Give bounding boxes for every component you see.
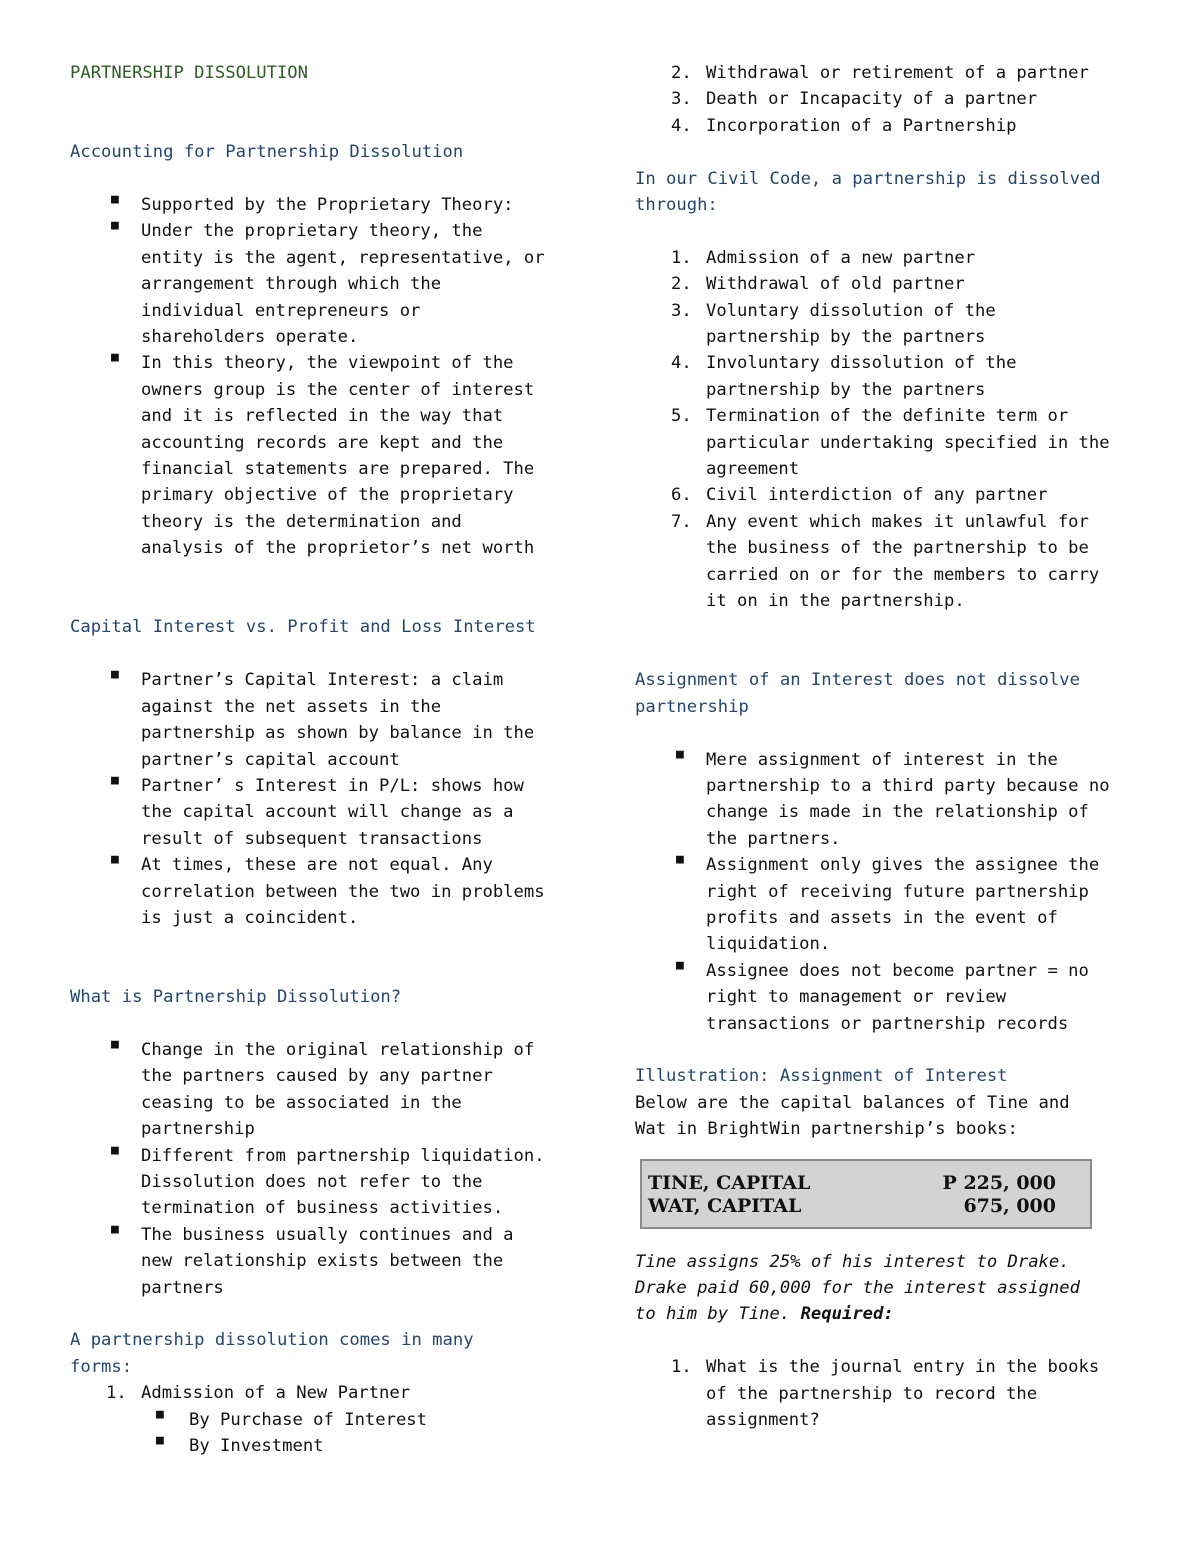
table-row (648, 1172, 1056, 1196)
list-item: ■ At times, these are not equal. Any correlation between the two in problems is just a coincident. (111, 852, 545, 928)
right-column (635, 60, 1135, 1433)
illustration-intro: Below are the capital balances of Tine and (635, 1092, 1070, 1113)
list-item: 4. Involuntary dissolution of the partnership by the partners (635, 350, 1135, 403)
list-item: ■ Supported by the Proprietary Theory: (111, 192, 514, 215)
bullet-icon: ■ (111, 667, 119, 683)
bullet-icon: ■ (156, 1406, 164, 1422)
list-item: 6. Civil interdiction of any partner (635, 482, 1135, 508)
required-label: Required: (800, 1304, 894, 1325)
list-item: ■ Mere assignment of interest in the partnership to a third party because no change is made in the relationship of the partners. (676, 746, 1110, 849)
accounting-bullets (70, 192, 565, 562)
list-number: 4. (671, 353, 692, 374)
list-number: 1. (671, 247, 692, 268)
question-item: 1. What is the journal entry in the books of the partnership to record the assignment? (635, 1354, 1135, 1433)
list-number: 5. (671, 406, 692, 427)
problem-text-cont: Drake paid 60,000 for the interest assigned (635, 1277, 1080, 1298)
section-heading-assignment-cont: partnership (635, 696, 749, 717)
list-item: 3. Death or Incapacity of a partner (635, 86, 1135, 112)
bullet-icon: ■ (111, 1142, 119, 1158)
list-item: 4. Incorporation of a Partnership (635, 113, 1135, 139)
list-number: 2. (671, 63, 692, 83)
table-cell-value: P 225, 000 (942, 1171, 1056, 1194)
list-item: ■ Different from partnership liquidation. Dissolution does not refer to the termination of business activities. (111, 1142, 545, 1219)
table-cell-label: TINE, CAPITAL (648, 1171, 811, 1194)
bullet-icon: ■ (111, 218, 119, 234)
list-item: ■ The business usually continues and a new relationship exists between the partners (111, 1221, 514, 1298)
left-column (70, 60, 565, 1459)
list-item: 5. Termination of the definite term or particular undertaking specified in the agreement (635, 403, 1135, 482)
list-item: ■ In this theory, the viewpoint of the owners group is the center of interest and it is reflected in the way that accounting records are kept and the financial statements are prepared. The primary objective of the proprietary theory is the determination and analysis of the proprietor’s net worth (111, 350, 535, 559)
civil-code-list (635, 245, 1135, 615)
illustration-intro-cont: Wat in BrightWin partnership’s books: (635, 1119, 1018, 1140)
list-item: ■ Partner’ s Interest in P/L: shows how the capital account will change as a result of subsequent transactions (111, 772, 524, 849)
section-heading-civil-code-cont: through: (635, 195, 718, 216)
page-title: PARTNERSHIP DISSOLUTION (70, 63, 308, 83)
list-item: 3. Voluntary dissolution of the partnership by the partners (635, 298, 1135, 351)
capital-interest-bullets (70, 667, 565, 931)
table-cell-value: 675, 000 (963, 1194, 1056, 1217)
section-heading-forms-cont: forms: (70, 1356, 133, 1377)
bullet-icon: ■ (111, 350, 119, 366)
capital-balances-table (640, 1159, 1092, 1229)
list-item: 2. Withdrawal of old partner (635, 271, 1135, 297)
bullet-icon: ■ (111, 1221, 119, 1237)
section-heading-civil-code: In our Civil Code, a partnership is dissolved (635, 168, 1101, 189)
list-number: 6. (671, 485, 692, 506)
table-row (648, 1195, 1056, 1219)
dissolution-bullets (70, 1037, 565, 1301)
list-number: 1. (106, 1383, 127, 1404)
list-item: ■ Under the proprietary theory, the entity is the agent, representative, or arrangement through which the individual entrepreneurs or shareholders operate. (111, 218, 545, 348)
list-item: ■ Partner’s Capital Interest: a claim against the net assets in the partnership as shown by balance in the partner’s capital account (111, 667, 535, 770)
problem-text-last: to him by Tine. Required: (635, 1304, 894, 1325)
list-number: 1. (671, 1357, 692, 1378)
list-item: 2. Withdrawal or retirement of a partner (635, 60, 1135, 86)
section-heading-forms: A partnership dissolution comes in many (70, 1330, 474, 1351)
section-heading-capital-interest: Capital Interest vs. Profit and Loss Interest (70, 617, 536, 638)
problem-text: Tine assigns 25% of his interest to Drake. (635, 1251, 1070, 1272)
bullet-icon: ■ (156, 1433, 164, 1449)
sub-list-item: ■ By Purchase of Interest (156, 1406, 427, 1430)
section-heading-illustration: Illustration: Assignment of Interest (635, 1066, 1008, 1087)
list-number: 2. (671, 274, 692, 295)
list-item: 1. Admission of a new partner (635, 245, 1135, 271)
list-item: ■ Change in the original relationship of the partners caused by any partner ceasing to be associated in the partnership (111, 1036, 535, 1140)
section-heading-what-is-dissolution: What is Partnership Dissolution? (70, 987, 402, 1008)
list-item: 1. Admission of a New Partner (70, 1380, 565, 1406)
list-item: ■ Assignment only gives the assignee the right of receiving future partnership profits and assets in the event of liquidation. (676, 852, 1100, 955)
bullet-icon: ■ (676, 746, 684, 762)
assignment-bullets (635, 747, 1135, 1037)
list-number: 3. (671, 89, 692, 110)
forms-list-continued (635, 60, 1135, 139)
list-item: ■ Assignee does not become partner = no right to management or review transactions or partnership records (676, 957, 1089, 1034)
sub-list-item: ■ By Investment (156, 1433, 324, 1457)
bullet-icon: ■ (676, 852, 684, 868)
section-heading-accounting: Accounting for Partnership Dissolution (70, 142, 464, 163)
bullet-icon: ■ (111, 852, 119, 868)
table-cell-label: WAT, CAPITAL (648, 1194, 802, 1217)
bullet-icon: ■ (111, 192, 119, 207)
bullet-icon: ■ (111, 1036, 119, 1052)
list-number: 3. (671, 300, 692, 321)
list-number: 4. (671, 115, 692, 136)
bullet-icon: ■ (111, 772, 119, 788)
list-number: 7. (671, 511, 692, 532)
section-heading-assignment: Assignment of an Interest does not dissolve (635, 670, 1080, 691)
list-item: 7. Any event which makes it unlawful for the business of the partnership to be carried on or for the members to carry it on in the partnership. (635, 509, 1135, 615)
bullet-icon: ■ (676, 957, 684, 973)
